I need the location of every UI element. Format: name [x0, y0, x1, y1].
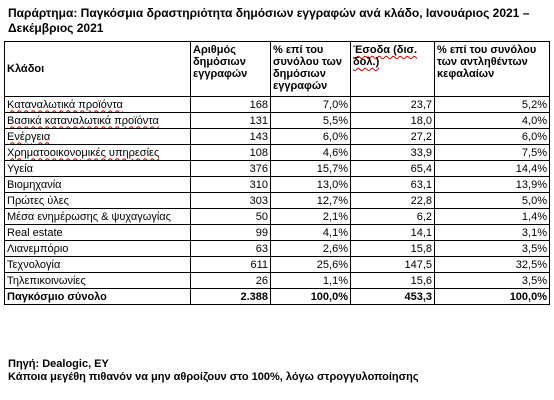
table-row: [5, 129, 550, 145]
table-row: [5, 209, 550, 225]
header-proceeds: [351, 42, 435, 97]
cell-proceeds: 15,6: [351, 273, 435, 289]
cell-count: 611: [191, 257, 271, 273]
header-pct-ipo-count: % επί του συνόλου των δημόσιων εγγραφών: [271, 42, 351, 97]
rounding-note: Κάποια μεγέθη πιθανόν να μην αθροίζουν στο 100%, λόγω στρογγυλοποίησης: [8, 371, 419, 383]
cell-count: 376: [191, 161, 271, 177]
table-header-row: [5, 42, 550, 97]
cell-count: 303: [191, 193, 271, 209]
source-note: Πηγή: Dealogic, EY: [8, 358, 109, 370]
cell-pct-count: 25,6%: [271, 257, 351, 273]
table-row: [5, 193, 550, 209]
sector-text: Βασικά καταναλωτικά προϊόντα: [7, 114, 159, 127]
cell-pct-proceeds: 5,0%: [435, 193, 550, 209]
cell-proceeds: 33,9: [351, 145, 435, 161]
table-row: [5, 257, 550, 273]
cell-pct-count: 5,5%: [271, 113, 351, 129]
cell-pct-proceeds: 13,9%: [435, 177, 550, 193]
cell-sector: Λιανεμπόριο: [5, 241, 191, 257]
cell-count: 108: [191, 145, 271, 161]
cell-sector: Real estate: [5, 225, 191, 241]
cell-pct-count: 2,1%: [271, 209, 351, 225]
header-sectors: Κλάδοι: [5, 42, 191, 97]
cell-total-pct-proceeds: 100,0%: [435, 289, 550, 305]
cell-pct-count: 7,0%: [271, 97, 351, 113]
ipo-sector-table: [4, 41, 550, 305]
cell-count: 99: [191, 225, 271, 241]
report-title: Παράρτημα: Παγκόσμια δραστηριότητα δημόσιων εγγραφών ανά κλάδο, Ιανουάριος 2021 – Δεκέμβριος 2021: [8, 6, 530, 35]
cell-pct-count: 13,0%: [271, 177, 351, 193]
cell-total-pct-count: 100,0%: [271, 289, 351, 305]
cell-proceeds: 22,8: [351, 193, 435, 209]
cell-pct-count: 1,1%: [271, 273, 351, 289]
sector-text: Καταναλωτικά προϊόντα: [7, 98, 123, 111]
table-row: [5, 145, 550, 161]
cell-pct-proceeds: 14,4%: [435, 161, 550, 177]
cell-proceeds: 14,1: [351, 225, 435, 241]
cell-proceeds: 63,1: [351, 177, 435, 193]
cell-pct-proceeds: 7,5%: [435, 145, 550, 161]
cell-sector: [5, 113, 191, 129]
cell-proceeds: 27,2: [351, 129, 435, 145]
cell-pct-count: 4,1%: [271, 225, 351, 241]
cell-proceeds: 6,2: [351, 209, 435, 225]
cell-count: 50: [191, 209, 271, 225]
cell-pct-count: 15,7%: [271, 161, 351, 177]
cell-pct-proceeds: 5,2%: [435, 97, 550, 113]
cell-pct-proceeds: 1,4%: [435, 209, 550, 225]
cell-total-proceeds: 453,3: [351, 289, 435, 305]
cell-count: 63: [191, 241, 271, 257]
cell-count: 143: [191, 129, 271, 145]
cell-sector: [5, 145, 191, 161]
cell-proceeds: 23,7: [351, 97, 435, 113]
cell-pct-count: 4,6%: [271, 145, 351, 161]
table-row: [5, 273, 550, 289]
cell-pct-proceeds: 3,1%: [435, 225, 550, 241]
cell-count: 131: [191, 113, 271, 129]
cell-sector: Μέσα ενημέρωσης & ψυχαγωγίας: [5, 209, 191, 225]
cell-sector: Τεχνολογία: [5, 257, 191, 273]
cell-sector: Πρώτες ύλες: [5, 193, 191, 209]
cell-sector: Βιομηχανία: [5, 177, 191, 193]
cell-pct-proceeds: 6,0%: [435, 129, 550, 145]
cell-proceeds: 18,0: [351, 113, 435, 129]
cell-total-count: 2.388: [191, 289, 271, 305]
table-row: [5, 161, 550, 177]
cell-pct-count: 2,6%: [271, 241, 351, 257]
cell-pct-proceeds: 3,5%: [435, 273, 550, 289]
cell-count: 168: [191, 97, 271, 113]
header-ipo-count: Αριθμός δημόσιων εγγραφών: [191, 42, 271, 97]
table-footer: [8, 358, 419, 384]
cell-pct-count: 6,0%: [271, 129, 351, 145]
table-row: [5, 241, 550, 257]
cell-pct-count: 12,7%: [271, 193, 351, 209]
cell-sector: Τηλεπικοινωνίες: [5, 273, 191, 289]
cell-count: 310: [191, 177, 271, 193]
cell-pct-proceeds: 4,0%: [435, 113, 550, 129]
table-total-row: [5, 289, 550, 305]
cell-total-sector: Παγκόσμιο σύνολο: [5, 289, 191, 305]
table-row: [5, 177, 550, 193]
cell-sector: Υγεία: [5, 161, 191, 177]
cell-proceeds: 65,4: [351, 161, 435, 177]
table-row: [5, 113, 550, 129]
cell-sector: [5, 129, 191, 145]
cell-pct-proceeds: 3,5%: [435, 241, 550, 257]
cell-pct-proceeds: 32,5%: [435, 257, 550, 273]
cell-sector: [5, 97, 191, 113]
header-pct-proceeds: % επί του συνόλου των αντληθέντων κεφαλαίων: [435, 42, 550, 97]
sector-text: Χρηματοοικονομικές υπηρεσίες: [7, 146, 160, 159]
cell-proceeds: 15,8: [351, 241, 435, 257]
header-proceeds-text: Έσοδα (δισ. δολ.): [353, 44, 418, 68]
sector-text: Ενέργεια: [7, 130, 51, 143]
table-row: [5, 225, 550, 241]
table-row: [5, 97, 550, 113]
cell-proceeds: 147,5: [351, 257, 435, 273]
cell-count: 26: [191, 273, 271, 289]
